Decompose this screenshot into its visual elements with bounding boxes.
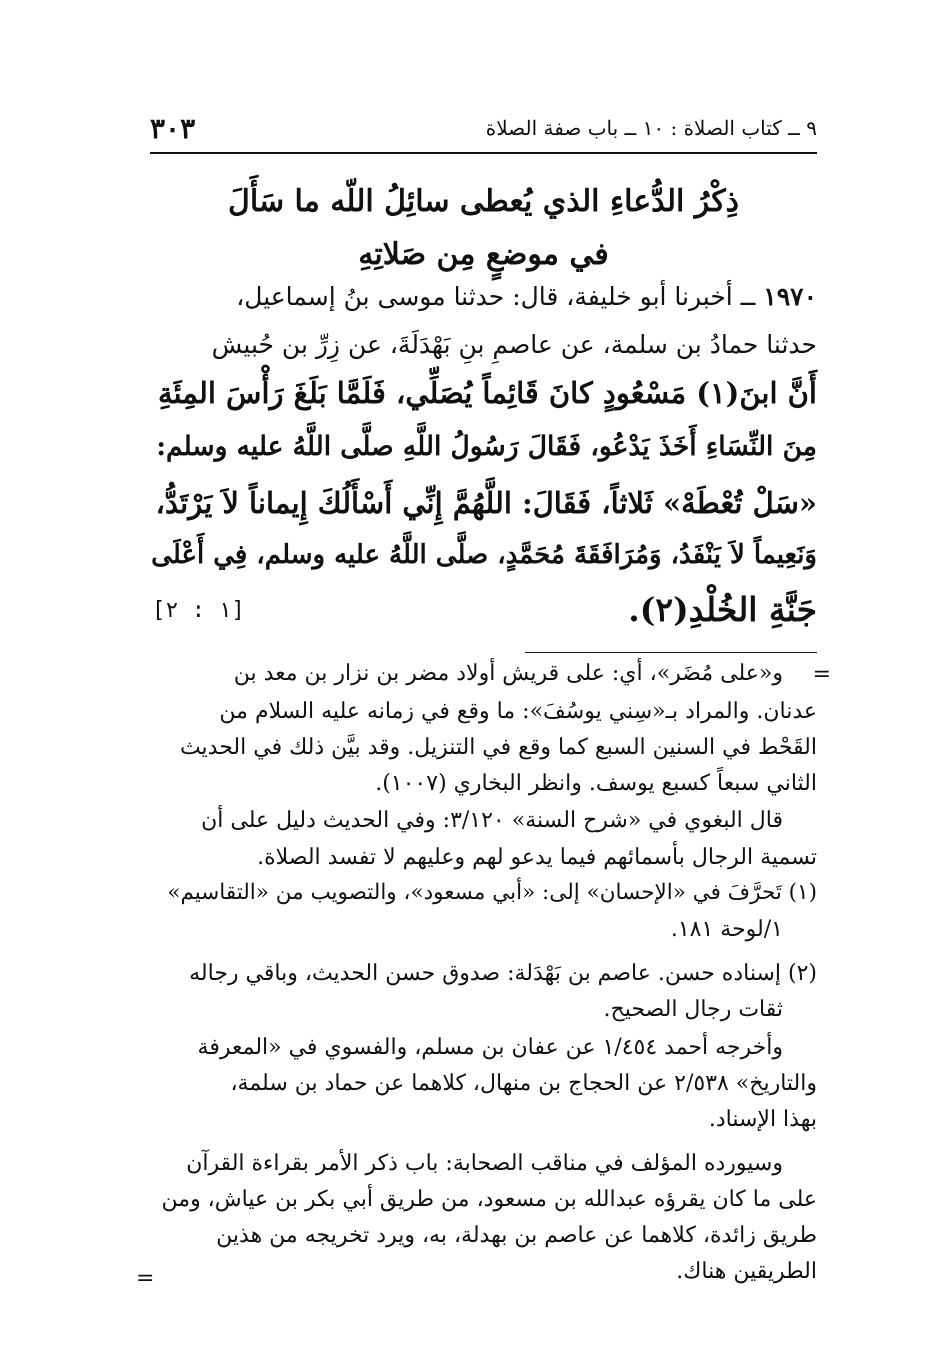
footnote-line: ١/لوحة ١٨١. [670, 917, 783, 942]
footnote-line: والتاريخ» ٢/٥٣٨ عن الحجاج بن منهال، كلاهما عن حماد بن سلمة، [230, 1071, 817, 1096]
section-title-line-1: ذِكْرُ الدُّعاءِ الذي يُعطى سائِلُ اللّه ما سَأَلَ [228, 184, 739, 219]
footnote-line: (١) تَحرَّفَ في «الإحسان» إلى: «أبي مسعود»، والتصويب من «التقاسيم» [167, 880, 817, 905]
page-number: ٣٠٣ [150, 112, 196, 145]
footnote-line: الثاني سبعاً كسبع يوسف. وانظر البخاري (١٠٠٧). [375, 771, 817, 796]
running-title: ٩ ــ كتاب الصلاة : ١٠ ــ باب صفة الصلاة [485, 116, 817, 140]
isnad-text-1: ــ أخبرنا أبو خليفة، قال: حدثنا موسى بنُ إسماعيل، [236, 282, 756, 311]
footnote-line: تسمية الرجال بأسمائهم فيما يدعو لهم وعليهم لا تفسد الصلاة. [257, 845, 817, 870]
footnote-line: بهذا الإسناد. [708, 1107, 817, 1132]
matn-line-1: أَنَّ ابنَ(١) مَسْعُودٍ كانَ قَائِماً يُصَلِّي، فَلَمَّا بَلَغَ رَأْسَ المِئَةِ [157, 376, 817, 410]
footnote-line: و«على مُضَر»، أي: على قريش أولاد مضر بن نزار بن معد بن [233, 661, 783, 686]
footnote-line: وأخرجه أحمد ١/٤٥٤ عن عفان بن مسلم، والفسوي في «المعرفة [197, 1035, 783, 1060]
footnote-line: طريق زائدة، كلاهما عن عاصم بن بهدلة، به، ويرد تخريجه من هذين [216, 1223, 817, 1248]
footnote-line: على ما كان يقرؤه عبدالله بن مسعود، من طريق أبي بكر بن عياش، ومن [161, 1187, 817, 1212]
matn-line-4: وَنَعِيماً لاَ يَنْفَدُ، وَمُرَافَقَةَ مُحَمَّدٍ، صلَّى اللَّهُ عليه وسلم، فِي أَعْلَى [151, 540, 817, 570]
footnote-line: ثقات رجال الصحيح. [603, 997, 783, 1022]
footnote-line: الطريقين هناك. [676, 1259, 817, 1284]
continuation-mark-bottom: = [136, 1266, 155, 1291]
hadith-number: ١٩٧٠ [763, 282, 817, 311]
isnad-line-2: حدثنا حمادُ بن سلمة، عن عاصمِ بنِ بَهْدَلَةَ، عن زِرِّ بن حُبيش [211, 330, 817, 359]
footnote-line: القَحْط في السنين السبع كما وقع في التنزيل. وقد بيَّن ذلك في الحديث [179, 735, 817, 760]
page-header [150, 112, 817, 154]
footnote-line: عدنان. والمراد بـ«سِني يوسُفَ»: ما وقع في زمانه عليه السلام من [219, 699, 817, 724]
section-title-line-2: في موضعٍ مِن صَلاتِهِ [358, 237, 609, 272]
isnad-line-1 [150, 282, 817, 311]
footnote-separator [525, 652, 817, 653]
footnote-line: قال البغوي في «شرح السنة» ٣/١٢٠: وفي الحديث دليل على أن [201, 808, 783, 833]
matn-line-5: جَنَّةِ الخُلْدِ(٢). [628, 590, 817, 629]
matn-line-2: مِنَ النِّسَاءِ أَخَذَ يَدْعُو، فَقَالَ رَسُولُ اللَّهِ صلَّى اللَّهُ عليه وسلم: [156, 431, 817, 462]
continuation-mark-top: = [812, 662, 831, 687]
footnote-line: (٢) إسناده حسن. عاصم بن بَهْدَلة: صدوق حسن الحديث، وباقي رجاله [189, 961, 817, 986]
footnote-line: وسيورده المؤلف في مناقب الصحابة: باب ذكر الأمر بقراءة القرآن [186, 1151, 783, 1176]
matn-line-3: «سَلْ تُعْطَهْ» ثَلاثاً، فَقَالَ: اللَّهُمَّ إِنِّي أَسْأَلُكَ إِيماناً لاَ يَرْتَدُّ، [155, 486, 817, 520]
hadith-reference: [١ : ٢] [152, 598, 245, 623]
